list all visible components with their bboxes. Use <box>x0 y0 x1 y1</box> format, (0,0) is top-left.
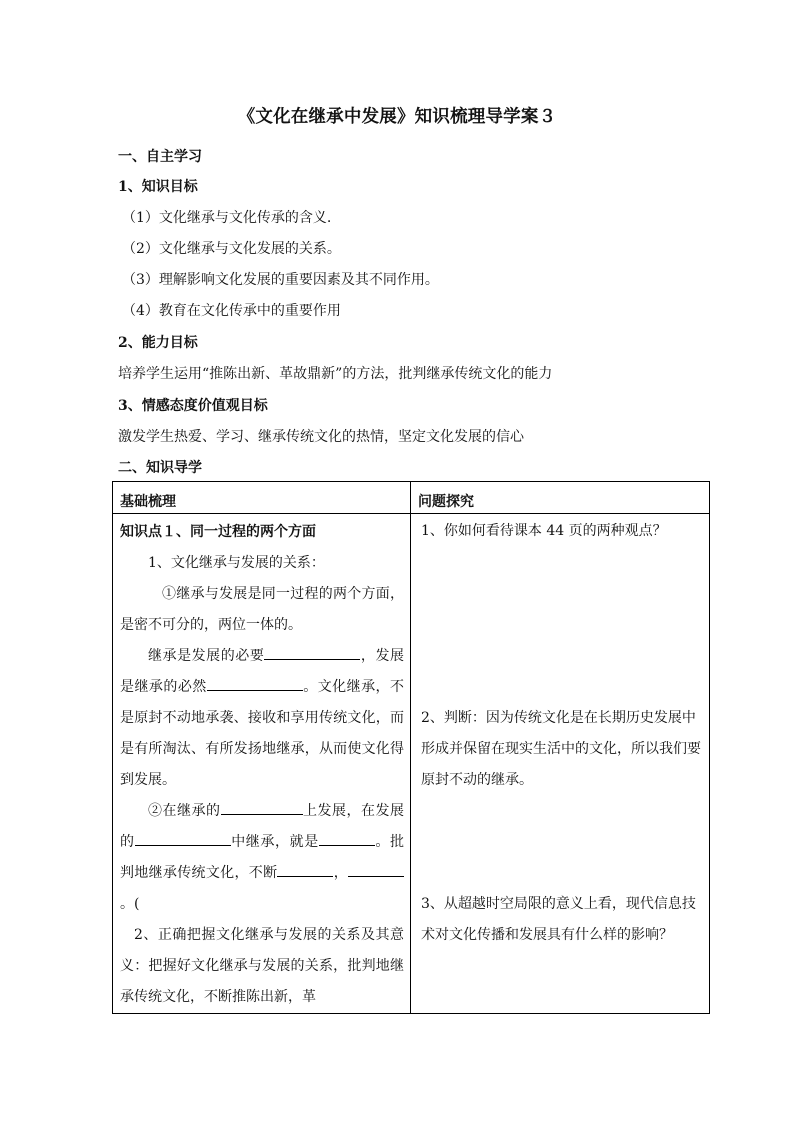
item-relation: 1、文化继承与发展的关系： <box>148 555 325 571</box>
text-segment: 继承是发展的必要 <box>148 648 265 664</box>
text-segment: 上发展，在发展的 <box>120 803 404 850</box>
fill-blank[interactable] <box>135 829 231 846</box>
text-segment: ②在继承的 <box>148 803 221 819</box>
page-title: 《文化在继承中发展》知识梳理导学案３ <box>237 107 557 127</box>
para-develop <box>120 796 404 920</box>
goal-item: （2）文化继承与文化发展的关系。 <box>122 241 341 257</box>
text-segment: 。批判地继承传统文化，不断 <box>120 834 405 881</box>
header-inquiry-label: 问题探究 <box>418 494 474 510</box>
question-1: 1、你如何看待课本 44 页的两种观点？ <box>421 523 667 539</box>
subheading-ability-goals: 2、能力目标 <box>118 335 198 351</box>
values-goal-text: 激发学生热爱、学习、继承传统文化的热情，坚定文化发展的信心 <box>118 429 524 445</box>
section-heading-guide: 二、知识导学 <box>118 460 202 476</box>
inquiry-cell <box>411 514 710 1014</box>
goal-item: （3）理解影响文化发展的重要因素及其不同作用。 <box>122 272 439 288</box>
text-segment: ，发展是继承的必然 <box>120 648 405 695</box>
fill-blank[interactable] <box>348 860 404 877</box>
subheading-values-goals: 3、情感态度价值观目标 <box>118 398 268 414</box>
item-significance: 2、正确把握文化继承与发展的关系及其意义：把握好文化继承与发展的关系，批判地继承传统文化，不断推陈出新，革 <box>120 927 404 1005</box>
text-segment: 。文化继承，不是原封不动地承袭、接收和享用传统文化，而是有所淘汰、有所发扬地继承，从而使文化得到发展。 <box>120 679 405 788</box>
knowledge-point-heading: 知识点１、同一过程的两个方面 <box>120 524 316 540</box>
goal-item: （1）文化继承与文化传承的含义. <box>122 210 332 226</box>
fill-blank[interactable] <box>264 643 360 660</box>
text-segment: 中继承，就是 <box>230 834 319 850</box>
study-guide-table <box>112 481 710 1014</box>
header-basics <box>113 482 411 514</box>
question-3: 3、从超越时空局限的意义上看，现代信息技术对文化传播和发展具有什么样的影响？ <box>421 896 696 943</box>
question-2: 2、判断：因为传统文化是在长期历史发展中形成并保留在现实生活中的文化，所以我们要原封不动的继承。 <box>421 710 701 788</box>
section-heading-self-study: 一、自主学习 <box>118 149 202 165</box>
para-inheritance <box>120 641 404 796</box>
header-inquiry <box>411 482 710 514</box>
fill-blank[interactable] <box>319 829 375 846</box>
fill-blank[interactable] <box>207 674 303 691</box>
para-same-process: ①继承与发展是同一过程的两个方面，是密不可分的，两位一体的。 <box>120 586 404 633</box>
text-segment: 。( <box>120 896 140 912</box>
fill-blank[interactable] <box>277 860 333 877</box>
header-basics-label: 基础梳理 <box>120 494 176 510</box>
text-segment: ， <box>333 865 349 881</box>
subheading-knowledge-goals: 1、知识目标 <box>118 179 198 195</box>
basics-cell <box>113 514 411 1014</box>
fill-blank[interactable] <box>221 798 303 815</box>
goal-item: （4）教育在文化传承中的重要作用 <box>122 303 341 319</box>
ability-goal-text: 培养学生运用“推陈出新、革故鼎新”的方法，批判继承传统文化的能力 <box>118 366 553 382</box>
